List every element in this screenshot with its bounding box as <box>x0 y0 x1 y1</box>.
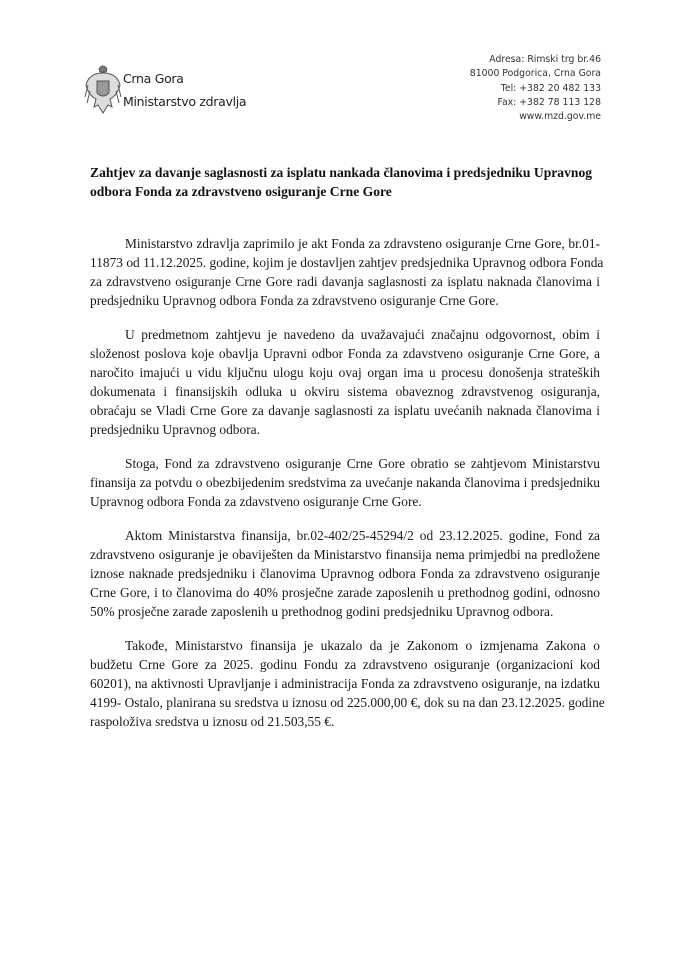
paragraph-line: Takođe, Ministarstvo finansija je ukazalo da je Zakonom o izmjenama Zakona o <box>125 637 600 653</box>
document-title <box>90 163 610 201</box>
paragraph <box>90 454 600 511</box>
ministry-name: Ministarstvo zdravlja <box>123 94 247 109</box>
paragraph-line: budžetu Crne Gore za 2025. godinu Fondu za zdravstveno osiguranje (organizacioni kod <box>90 656 600 672</box>
paragraph-line: obraćaju se Vladi Crne Gore za davanje saglasnosti za isplatu uvećanih naknada članovima i <box>90 403 600 419</box>
paragraph <box>90 325 600 440</box>
document-body <box>90 234 605 746</box>
paragraph-line: 50% prosječne zarade zaposlenih u prethodnog godini predsjedniku Upravnog odbora. <box>90 604 554 620</box>
paragraph-line: dokumenata i finansijskih odluka u okviru sistema obaveznog zdravstvenog osiguranja, <box>90 384 600 400</box>
paragraph-line: predsjedniku Upravnog odbora. <box>90 422 260 438</box>
paragraph-line: finansija za potvdu o obezbijedenim sredstvima za uvećanje nakanda članovima i predsjedniku <box>90 475 600 491</box>
paragraph-line: Aktom Ministarstva finansija, br.02-402/25-45294/2 od 23.12.2025. godine, Fond za <box>125 527 600 543</box>
website-line: www.mzd.gov.me <box>519 111 601 123</box>
paragraph-line: Stoga, Fond za zdravstveno osiguranje Crne Gore obratio se zahtjevom Ministarstvu <box>125 455 600 471</box>
paragraph-line: Crne Gore, i to članovima do 40% prosječne zarade zaposlenih u prethodnog godini, odnosno <box>90 585 600 600</box>
paragraph <box>90 526 600 621</box>
paragraph-line: zdravstveno osiguranje je obaviješten da Ministarstvo finansija nema primjedbi na predložene <box>90 546 600 562</box>
paragraph-line: Upravnog odbora Fonda za zdavstveno osiguranje Crne Gore. <box>90 494 422 510</box>
coat-of-arms-icon <box>84 63 122 117</box>
paragraph-line: 60201), na aktivnosti Upravljanje i administracija Fonda za zdravstveno osiguranje, na izdatku <box>90 675 600 691</box>
country-name: Crna Gora <box>123 71 184 86</box>
paragraph-line: naročito imajući u vidu ključnu ulogu koju ovaj organ ima u procesu donošenja strateških <box>90 365 600 381</box>
contact-block <box>470 53 601 124</box>
paragraph-line: 11873 od 11.12.2025. godine, kojim je dostavljen zahtjev predsjednika Upravnog odbora Fonda <box>90 255 604 271</box>
phone-line: Tel: +382 20 482 133 <box>500 82 601 94</box>
paragraph-line: predsjedniku Upravnog odbora Fonda za zdravstveno osiguranje Crne Gore. <box>90 293 499 309</box>
paragraph <box>90 636 605 731</box>
address-line: Adresa: Rimski trg br.46 <box>489 54 601 65</box>
paragraph-line: za zdravstveno osiguranje Crne Gore radi davanja saglasnosti za isplatu naknada članovima i <box>90 274 600 290</box>
paragraph-line: iznose naknade predsjedniku i članovima Upravnog odbora Fonda za zdravstveno osiguranje <box>90 565 600 581</box>
title-line: odbora Fonda za zdravstveno osiguranje Crne Gore <box>90 184 392 199</box>
paragraph-line: Ministarstvo zdravlja zaprimilo je akt Fonda za zdravsteno osiguranje Crne Gore, br.01- <box>125 236 600 251</box>
fax-line: Fax: +382 78 113 128 <box>497 96 601 108</box>
paragraph-line: U predmetnom zahtjevu je navedeno da uvažavajući značajnu odgovornost, obim i <box>125 326 600 342</box>
paragraph-line: 4199- Ostalo, planirana su sredstva u iznosu od 225.000,00 €, dok su na dan 23.12.2025. godine <box>90 694 605 710</box>
paragraph-line: raspoloživa sredstva u iznosu od 21.503,55 €. <box>90 714 335 730</box>
title-line: Zahtjev za davanje saglasnosti za isplatu nankada članovima i predsjedniku Upravnog <box>90 165 593 180</box>
paragraph-line: složenost poslova koje obavlja Upravni odbor Fonda za zdavstveno osiguranje Crne Gore, a <box>90 345 600 361</box>
paragraph <box>90 234 604 310</box>
city-line: 81000 Podgorica, Crna Gora <box>469 68 601 80</box>
